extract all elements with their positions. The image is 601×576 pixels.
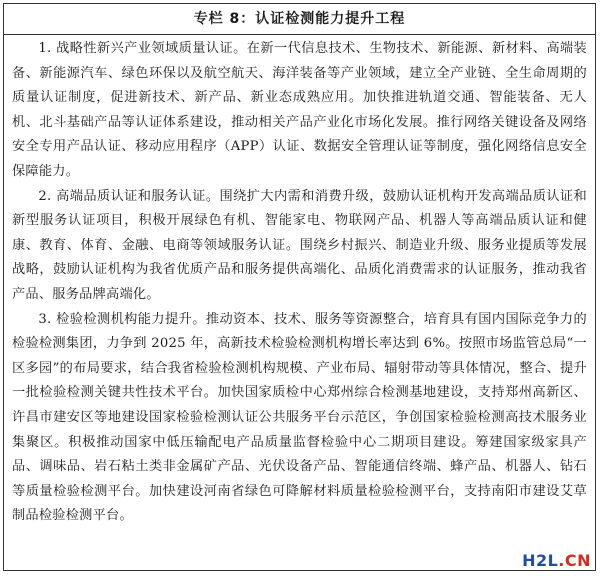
watermark-part-b: .CN bbox=[558, 551, 591, 570]
paragraph-1: 1. 战略性新兴产业领域质量认证。在新一代信息技术、生物技术、新能源、新材料、高端装备、新能源汽车、绿色环保以及航空航天、海洋装备等产业领域，建立全产业链、全生命周期的质量认证制度，促进新技术、新产品、新业态成熟应用。加快推进轨道交通、智能装备、无人机、北斗基础产品等认证体系建设，推动相关产品产业化市场化发展。推行网络关键设备及网络安全专用产品认证、移动应用程序（APP）认证、数据安全管理认证等制度，强化网络信息安全保障能力。 bbox=[12, 41, 587, 179]
paragraph-3: 3. 检验检测机构能力提升。推动资本、技术、服务等资源整合，培育具有国内国际竞争力的检验检测集团，力争到 2025 年，高新技术检验检测机构增长率达到 6%。按照市场监管总局“一区多园”的布局要求，结合我省检验检测机构规模、产业布局、辐射带动等具体情况，整合、提升一批检验检测关键共性技术平台。加快国家质检中心郑州综合检测基地建设，支持郑州高新区、许昌市建安区等地建设国家检验检测认证公共服务平台示范区，争创国家检验检测高技术服务业集聚区。积极推动国家中低压输配电产品质量监督检验中心二期项目建设。筹建国家级家具产品、调味品、岩石粘土类非金属矿产品、光伏设备产品、智能通信终端、蜂产品、机器人、钻石等质量检验检测平台。加快建设河南省绿色可降解材料质量检验检测平台，支持南阳市建设艾草制品检验检测平台。 bbox=[12, 311, 587, 524]
feature-box bbox=[3, 3, 596, 571]
box-body bbox=[4, 35, 595, 529]
watermark-part-a: H2L bbox=[522, 551, 559, 570]
paragraph-2: 2. 高端品质认证和服务认证。围绕扩大内需和消费升级，鼓励认证机构开发高端品质认证和新型服务认证项目，积极开展绿色有机、智能家电、物联网产品、机器人等高端品质认证和健康、教育、体育、金融、电商等领域服务认证。围绕乡村振兴、制造业升级、服务业提质等发展战略，鼓励认证机构为我省优质产品和服务提供高端化、品质化消费需求的认证服务，推动我省产品、服务品牌高端化。 bbox=[12, 188, 587, 302]
box-title: 专栏 8：认证检测能力提升工程 bbox=[4, 4, 595, 35]
site-watermark bbox=[522, 551, 591, 570]
